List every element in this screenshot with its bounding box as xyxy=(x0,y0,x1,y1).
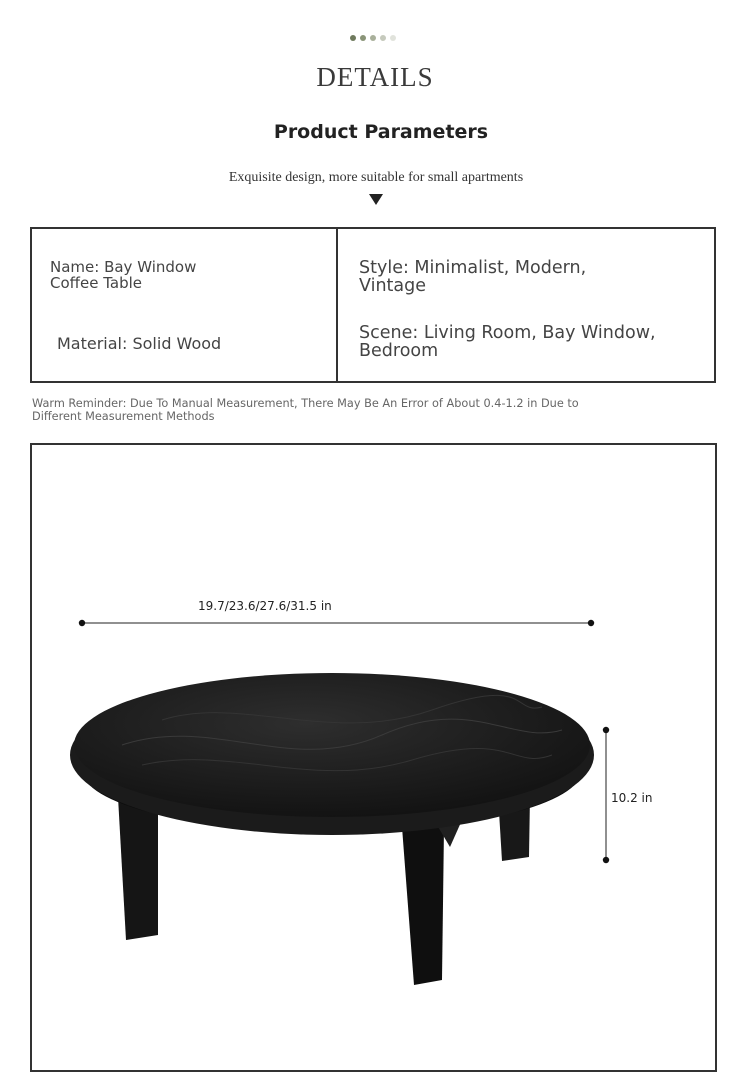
carousel-dot xyxy=(370,35,376,41)
section-subtitle: Product Parameters xyxy=(273,121,489,143)
param-scene: Scene: Living Room, Bay Window, Bedroom xyxy=(359,323,656,362)
table-leg xyxy=(402,827,444,985)
carousel-dot xyxy=(360,35,366,41)
product-dimension-figure xyxy=(30,443,717,1072)
carousel-dots xyxy=(350,35,402,43)
height-dimension-end xyxy=(603,857,609,863)
carousel-dot xyxy=(350,35,356,41)
height-dimension-end xyxy=(603,727,609,733)
width-label: 19.7/23.6/27.6/31.5 in xyxy=(198,599,332,613)
param-style: Style: Minimalist, Modern, Vintage xyxy=(359,258,587,297)
width-dimension-end xyxy=(79,620,85,626)
tagline: Exquisite design, more suitable for small apartments xyxy=(228,170,524,185)
warm-reminder: Warm Reminder: Due To Manual Measurement, There May Be An Error of About 0.4-1.2 in Due to Different Measurement Methods xyxy=(32,397,579,423)
down-arrow-icon xyxy=(369,194,383,205)
carousel-dot xyxy=(380,35,386,41)
parameters-table xyxy=(30,227,716,383)
page-title: DETAILS xyxy=(316,62,434,92)
param-material: Material: Solid Wood xyxy=(57,334,222,353)
table-divider xyxy=(336,229,338,381)
carousel-dot xyxy=(390,35,396,41)
coffee-table-illustration xyxy=(32,445,715,1070)
width-dimension-end xyxy=(588,620,594,626)
table-top xyxy=(74,673,590,817)
param-name: Name: Bay Window Coffee Table xyxy=(50,258,197,292)
table-leg xyxy=(118,797,158,940)
height-label: 10.2 in xyxy=(611,791,653,805)
